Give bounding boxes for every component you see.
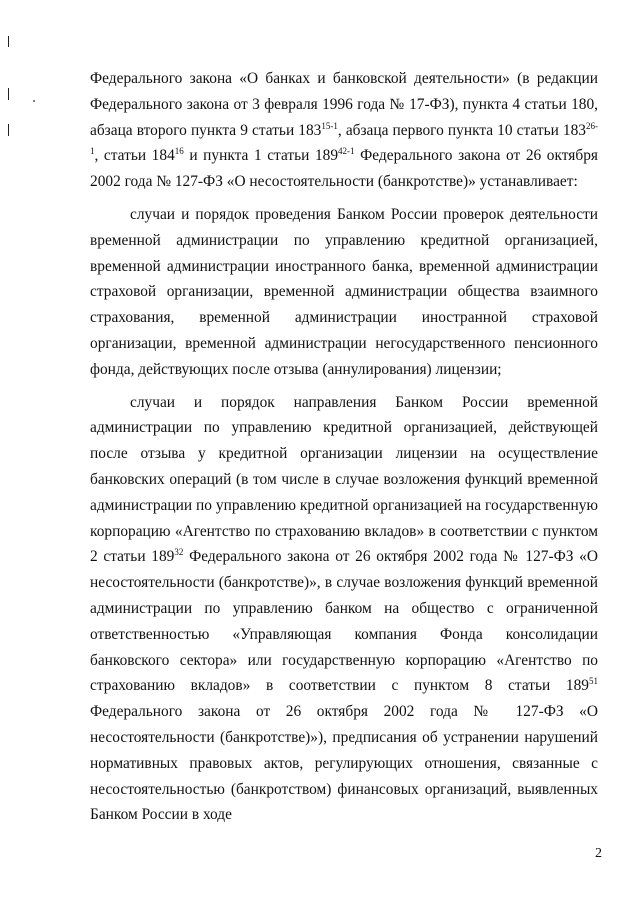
scan-margin-mark [8, 124, 9, 136]
scan-margin-dot [33, 100, 35, 102]
document-body [90, 66, 598, 835]
superscript: 26-1 [90, 120, 599, 157]
scan-margin-mark [8, 36, 9, 47]
paragraph-text: случаи и порядок направления Банком России временной администрации по управлению кредитной организацией, действующей после отзыва у кредитной организации лицензии на осуществление банковских операций (в том числе в случае возложения функций временной администрации по управлению кредитной организацией на государственную корпорацию «Агентство по страхованию вкладов» в соответствии с пунктом 2 статьи 189 [90, 393, 598, 566]
superscript: 15-1 [321, 120, 338, 131]
paragraph-text: Федерального закона от 26 октября 2002 года № 127-ФЗ «О несостоятельности (банкротстве)», в случае возложения функций временной администрации по управлению банком на общество с ограниченной ответственностью «Управляющая компания Фонда консолидации банковского сектора» или государственную корпорацию «Агентство по страхованию вкладов» в соответствии с пунктом 8 статьи 189 [90, 548, 598, 695]
superscript: 42-1 [338, 146, 355, 157]
scan-margin-mark [8, 88, 9, 100]
paragraph-text: , статьи 184 [94, 147, 175, 165]
paragraph-text: и пункта 1 статьи 189 [183, 147, 339, 165]
page-number: 2 [595, 846, 602, 861]
paragraph-text: Федерального закона «О банках и банковской деятельности» (в редакции Федерального закона от 3 февраля 1996 года № 17-ФЗ), пункта 4 статьи 180, абзаца второго пункта 9 статьи 183 [90, 70, 598, 139]
paragraph-text: , абзаца первого пункта 10 статьи 183 [337, 121, 587, 139]
superscript: 32 [174, 547, 184, 558]
paragraph [90, 202, 598, 383]
paragraph-text: Федерального закона от 26 октября 2002 года № 127-ФЗ «О несостоятельности (банкротстве)» устанавливает: [90, 147, 598, 191]
paragraph [90, 390, 598, 829]
paragraph-text: случаи и порядок проведения Банком России проверок деятельности временной администрации по управлению кредитной организацией, временной администрации иностранного банка, временной администрации страховой организации, временной администрации общества взаимного страхования, временной администрации иностранной страховой организации, временной администрации негосударственного пенсионного фонда, действующих после отзыва (аннулирования) лицензии; [90, 205, 598, 378]
paragraph [90, 66, 598, 195]
paragraph-text: Федерального закона от 26 октября 2002 года № 127-ФЗ «О несостоятельности (банкротстве)»), предписания об устранении нарушений нормативных правовых актов, регулирующих отношения, связанные с несостоятельностью (банкротством) финансовых организаций, выявленных Банком России в ходе [90, 703, 598, 824]
superscript: 16 [174, 146, 184, 157]
superscript: 51 [589, 676, 598, 687]
